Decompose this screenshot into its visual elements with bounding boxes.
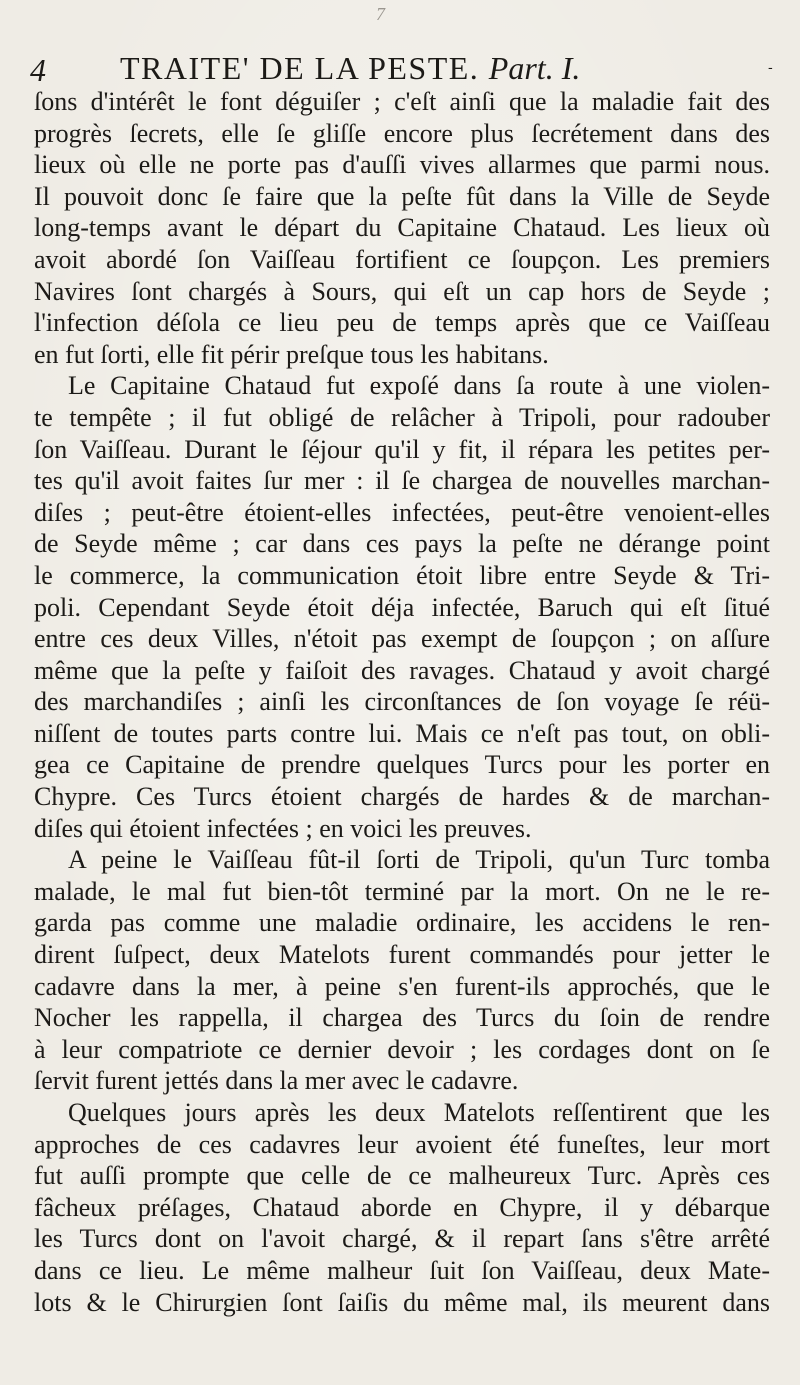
text-line: à leur compatriote ce dernier devoir ; les cordages dont on ſe [34,1034,770,1064]
text-line: avoit abordé ſon Vaiſſeau fortifient ce ſoupçon. Les premiers [34,244,770,274]
text-line: diſes ; peut-être étoient-elles infectées, peut-être venoient-elles [34,497,770,527]
running-header [30,50,773,90]
text-line: ſon Vaiſſeau. Durant le ſéjour qu'il y fit, il répara les petites per- [34,434,770,464]
text-line: A peine le Vaiſſeau fût-il ſorti de Tripoli, qu'un Turc tomba [68,845,770,875]
text-line: Nocher les rappella, il chargea des Turcs du ſoin de rendre [34,1003,770,1033]
text-line: Il pouvoit donc ſe faire que la peſte fût dans la Ville de Seyde [34,181,770,211]
text-line: même que la peſte y faiſoit des ravages. Chataud y avoit chargé [34,655,770,685]
text-line: de Seyde même ; car dans ces pays la peſte ne dérange point [34,529,770,559]
corner-tick: - [768,60,773,76]
text-line: les Turcs dont on l'avoit chargé, & il repart ſans s'être arrêté [34,1224,770,1254]
text-line: le commerce, la communication étoit libre entre Seyde & Tri- [34,560,770,590]
text-line: cadavre dans la mer, à peine s'en furent-ils approchés, que le [34,971,770,1001]
text-line: niſſent de toutes parts contre lui. Mais ce n'eſt pas tout, on obli- [34,718,770,748]
text-line: fâcheux préſages, Chataud aborde en Chypre, il y débarque [34,1192,770,1222]
text-line: lieux où elle ne porte pas d'auſſi vives allarmes que parmi nous. [34,150,770,180]
text-line: Chypre. Ces Turcs étoient chargés de hardes & de marchan- [34,782,770,812]
text-line: dans ce lieu. Le même malheur ſuit ſon Vaiſſeau, deux Mate- [34,1255,770,1285]
text-line: lots & le Chirurgien ſont ſaiſis du même mal, ils meurent dans [34,1287,770,1317]
text-line: des marchandiſes ; ainſi les circonſtances de ſon voyage ſe réü- [34,687,770,717]
text-line: ſons d'intérêt le font déguiſer ; c'eſt ainſi que la maladie fait des [34,87,770,116]
text-line: tes qu'il avoit faites ſur mer : il ſe chargea de nouvelles marchan- [34,466,770,496]
running-title [120,50,580,87]
pencil-mark: 7 [376,4,385,24]
book-title: TRAITE' DE LA PESTE. [120,50,480,86]
body-text [34,86,770,1318]
text-line: Le Capitaine Chataud fut expoſé dans ſa route à une violen- [68,371,770,401]
text-line: gea ce Capitaine de prendre quelques Turcs pour les porter en [34,750,770,780]
part-label: Part. I. [488,50,581,86]
text-line: Quelques jours après les deux Matelots reſſentirent que les [68,1098,770,1127]
text-line: fut auſſi prompte que celle de ce malheureux Turc. Après ces [34,1161,770,1191]
text-line: garda pas comme une maladie ordinaire, les accidens le ren- [34,908,770,938]
text-line: malade, le mal fut bien-tôt terminé par la mort. On ne le re- [34,876,770,906]
text-line: poli. Cependant Seyde étoit déja infectée, Baruch qui eſt ſitué [34,592,770,622]
text-line: entre ces deux Villes, n'étoit pas exempt de ſoupçon ; on aſſure [34,624,770,654]
text-line: l'infection déſola ce lieu peu de temps après que ce Vaiſſeau [34,308,770,338]
text-line: progrès ſecrets, elle ſe gliſſe encore plus ſecrétement dans des [34,118,770,148]
text-line: long-temps avant le départ du Capitaine Chataud. Les lieux où [34,213,770,243]
page-number: 4 [30,52,46,88]
text-line: approches de ces cadavres leur avoient été funeſtes, leur mort [34,1129,770,1159]
text-line: te tempête ; il fut obligé de relâcher à Tripoli, pour radouber [34,402,770,432]
text-line: diſes qui étoient infectées ; en voici les preuves. [34,813,532,843]
text-line: en fut ſorti, elle fit périr preſque tous les habitans. [34,339,549,369]
text-line: dirent ſuſpect, deux Matelots furent commandés pour jetter le [34,940,770,970]
text-line: ſervit furent jettés dans la mer avec le cadavre. [34,1066,519,1096]
text-line: Navires ſont chargés à Sours, qui eſt un cap hors de Seyde ; [34,276,770,306]
